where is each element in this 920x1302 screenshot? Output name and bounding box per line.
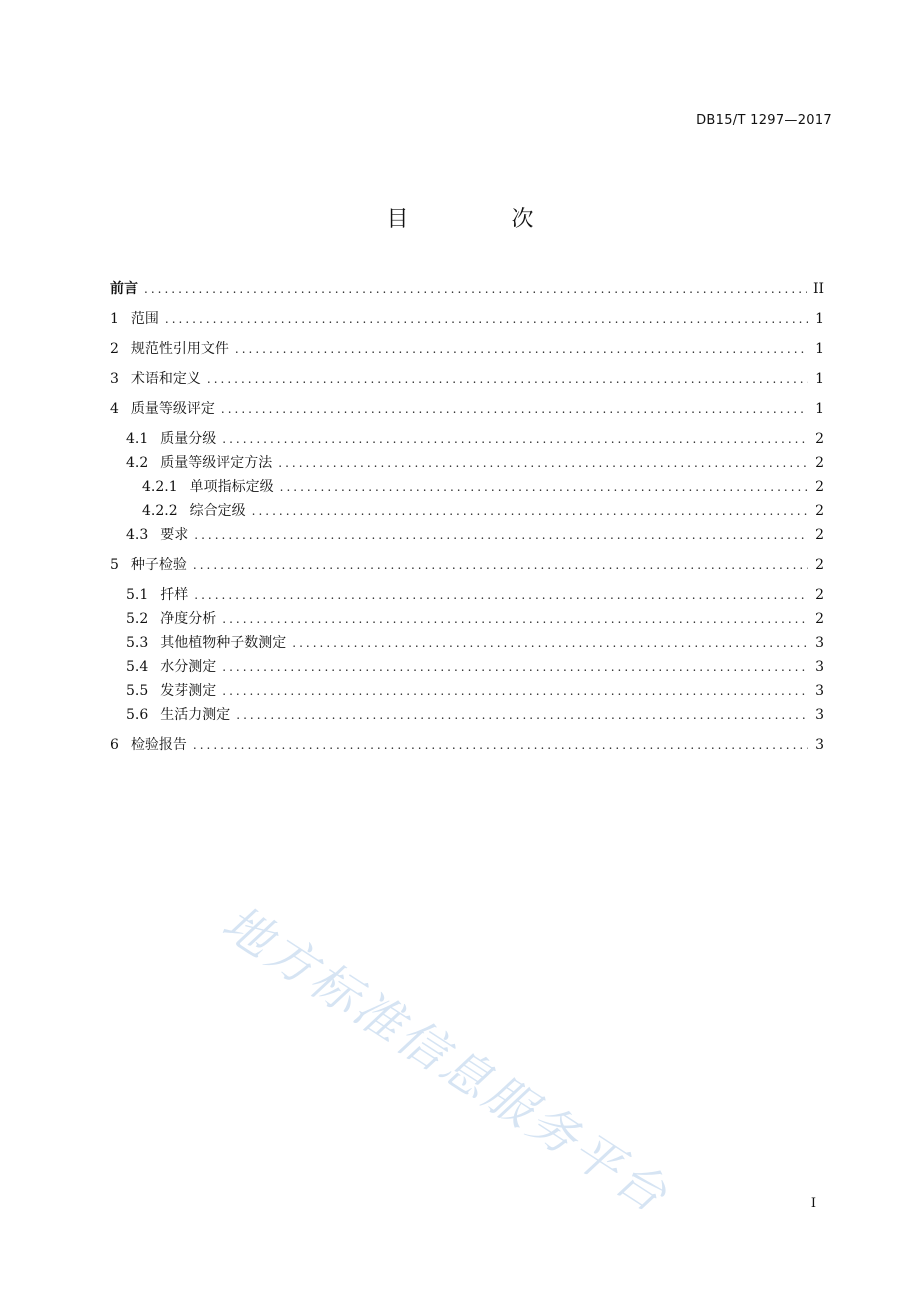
page-number: I [810, 1196, 816, 1211]
toc-entry[interactable] [110, 607, 824, 631]
toc-entry-number: 4.2.2 [142, 503, 178, 519]
toc-leader-dots [222, 655, 808, 679]
toc-leader-dots [278, 451, 808, 475]
toc-entry[interactable] [110, 475, 824, 499]
toc-entry-page: 3 [815, 683, 824, 699]
toc-entry-number: 5.3 [126, 635, 149, 651]
toc-entry[interactable] [110, 733, 824, 763]
toc-entry-label: 生活力测定 [160, 707, 231, 723]
toc-entry-label: 质量分级 [160, 431, 217, 447]
toc-entry-number: 4 [110, 401, 119, 417]
toc-leader-dots [292, 631, 808, 655]
toc-entry[interactable] [110, 703, 824, 727]
table-of-contents [110, 277, 824, 763]
toc-leader-dots [207, 367, 808, 391]
toc-entry-number: 4.2 [126, 455, 149, 471]
document-code: DB15/T 1297—2017 [696, 113, 832, 128]
toc-leader-dots [235, 337, 808, 361]
toc-entry-number: 4.3 [126, 527, 149, 543]
watermark: 地方标准信息服务平台 [212, 894, 679, 1225]
toc-leader-dots [222, 679, 808, 703]
toc-entry-label: 综合定级 [189, 503, 246, 519]
toc-entry[interactable] [110, 553, 824, 583]
toc-entry-page: 2 [815, 557, 824, 573]
toc-leader-dots [193, 733, 808, 757]
toc-entry-number: 5.6 [126, 707, 149, 723]
toc-leader-dots [236, 703, 808, 727]
toc-entry[interactable] [110, 277, 824, 307]
toc-entry-label: 扦样 [160, 587, 189, 603]
toc-entry-page: 2 [815, 479, 824, 495]
toc-entry-page: 1 [815, 401, 824, 417]
toc-entry-label: 发芽测定 [160, 683, 217, 699]
toc-entry-label: 术语和定义 [130, 371, 201, 387]
toc-leader-dots [193, 553, 808, 577]
toc-entry[interactable] [110, 631, 824, 655]
toc-entry-number: 6 [110, 737, 119, 753]
toc-entry-label: 水分测定 [160, 659, 217, 675]
toc-entry[interactable] [110, 679, 824, 703]
toc-entry-label: 净度分析 [160, 611, 217, 627]
toc-entry-label: 种子检验 [130, 557, 187, 573]
toc-leader-dots [165, 307, 808, 331]
toc-entry-page: 2 [815, 455, 824, 471]
toc-entry-number: 3 [110, 371, 119, 387]
toc-entry-number: 5.5 [126, 683, 149, 699]
toc-entry-page: 3 [815, 707, 824, 723]
toc-entry[interactable] [110, 583, 824, 607]
toc-entry-label: 质量等级评定 [130, 401, 215, 417]
toc-entry-label: 要求 [160, 527, 189, 543]
toc-entry-number: 4.1 [126, 431, 149, 447]
toc-entry-page: 2 [815, 527, 824, 543]
toc-entry-page: 3 [815, 659, 824, 675]
toc-entry[interactable] [110, 499, 824, 523]
toc-entry-page: 2 [815, 611, 824, 627]
toc-entry-number: 5.4 [126, 659, 149, 675]
toc-entry[interactable] [110, 451, 824, 475]
toc-entry-page: 2 [815, 431, 824, 447]
toc-entry-page: 3 [815, 737, 824, 753]
toc-leader-dots [280, 475, 808, 499]
toc-entry-label: 其他植物种子数测定 [160, 635, 287, 651]
toc-entry-number: 5.2 [126, 611, 149, 627]
toc-leader-dots [194, 583, 808, 607]
toc-entry-label: 单项指标定级 [189, 479, 274, 495]
toc-leader-dots [222, 607, 808, 631]
toc-entry[interactable] [110, 367, 824, 397]
toc-entry-page: 1 [815, 341, 824, 357]
toc-entry[interactable] [110, 397, 824, 427]
toc-entry-page: II [812, 281, 824, 297]
toc-entry-page: 2 [815, 503, 824, 519]
toc-entry[interactable] [110, 655, 824, 679]
toc-entry-number: 1 [110, 311, 119, 327]
toc-entry-label: 范围 [130, 311, 159, 327]
toc-entry-number: 5.1 [126, 587, 149, 603]
toc-entry-label: 质量等级评定方法 [160, 455, 273, 471]
toc-entry[interactable] [110, 523, 824, 547]
toc-entry[interactable] [110, 337, 824, 367]
toc-entry[interactable] [110, 427, 824, 451]
toc-entry-page: 2 [815, 587, 824, 603]
toc-entry-page: 1 [815, 371, 824, 387]
toc-leader-dots [221, 397, 808, 421]
page-title: 目 次 [386, 207, 582, 232]
toc-leader-dots [144, 277, 807, 301]
toc-entry-label: 规范性引用文件 [130, 341, 229, 357]
toc-entry[interactable] [110, 307, 824, 337]
toc-leader-dots [194, 523, 808, 547]
toc-entry-page: 1 [815, 311, 824, 327]
toc-leader-dots [222, 427, 808, 451]
toc-entry-number: 2 [110, 341, 119, 357]
toc-entry-page: 3 [815, 635, 824, 651]
toc-entry-label: 检验报告 [130, 737, 187, 753]
toc-entry-label: 前言 [110, 281, 138, 297]
toc-leader-dots [252, 499, 808, 523]
toc-entry-number: 5 [110, 557, 119, 573]
toc-entry-number: 4.2.1 [142, 479, 178, 495]
